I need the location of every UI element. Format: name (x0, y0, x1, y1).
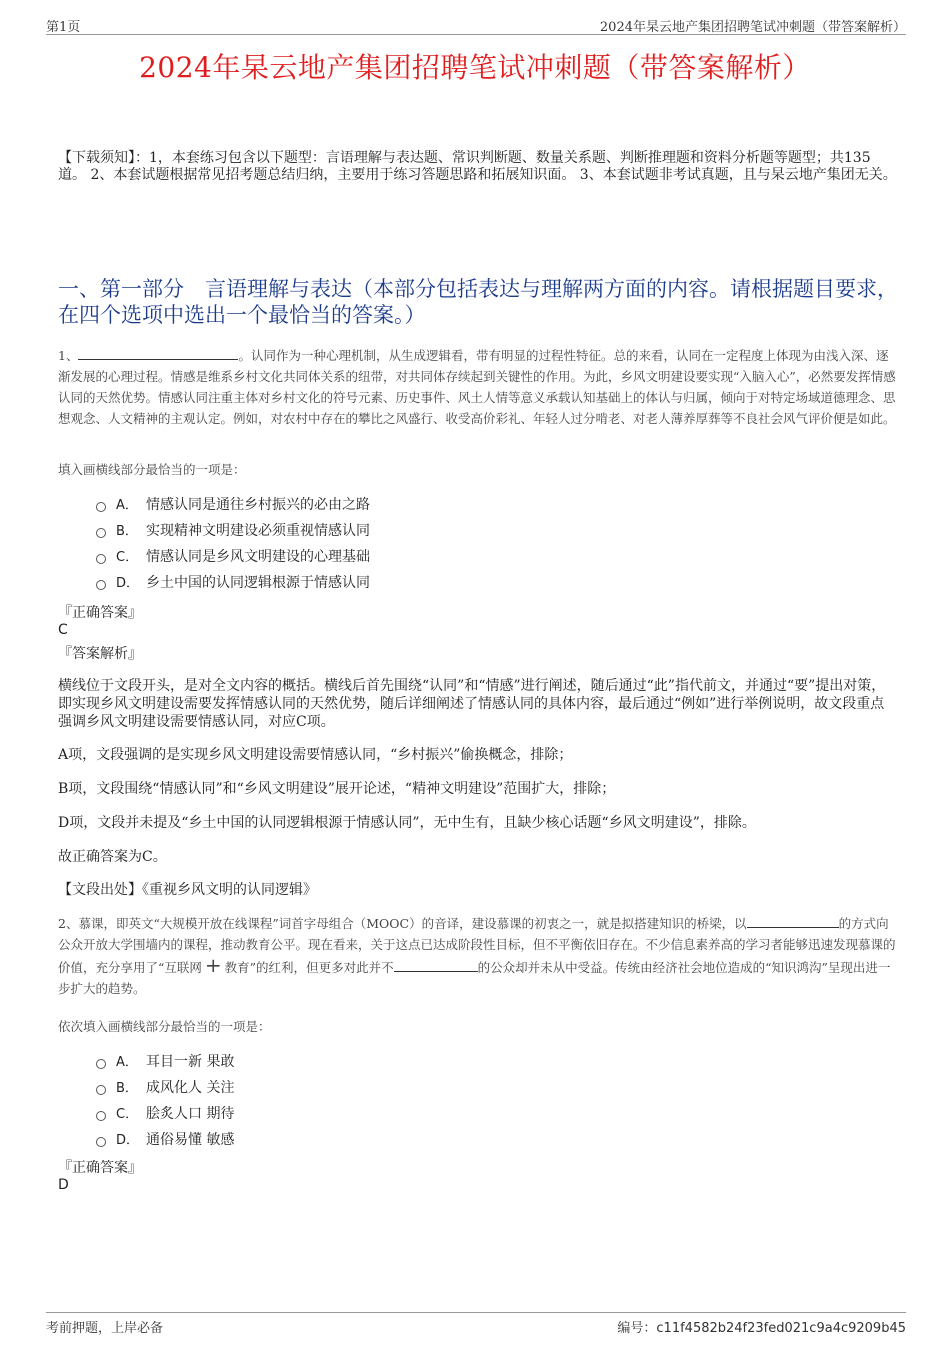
radio-icon[interactable] (96, 554, 106, 564)
option-b[interactable]: B． 实现精神文明建设必须重视情感认同 (96, 521, 370, 547)
radio-icon[interactable] (96, 580, 106, 590)
page-number: 第1页 (46, 20, 81, 35)
analysis-label: 『答案解析』 (58, 646, 142, 662)
question-2-number: 2、 (58, 916, 79, 931)
radio-icon[interactable] (96, 1111, 106, 1121)
radio-icon[interactable] (96, 1137, 106, 1147)
radio-icon[interactable] (96, 1085, 106, 1095)
analysis-paragraph: D项，文段并未提及“乡土中国的认同逻辑根源于情感认同”，无中生有，且缺少核心话题“乡风文明建设”，排除。 (58, 815, 756, 831)
analysis-paragraph: B项，文段围绕“情感认同”和“乡风文明建设”展开论述，“精神文明建设”范围扩大，排除； (58, 781, 616, 797)
option-d[interactable]: D． 通俗易懂 敏感 (96, 1130, 234, 1156)
document-code: 编号：c11f4582b24f23fed021c9a4c9209b45 (617, 1321, 906, 1336)
page-footer (46, 1312, 906, 1337)
question-1-body: 。认同作为一种心理机制，从生成逻辑看，带有明显的过程性特征。总的来看，认同在一定程度上体现为由浅入深、逐渐发展的心理过程。情感是维系乡村文化共同体关系的纽带，对共同体存续起到关键性的作用。为此，乡风文明建设要实现“入脑入心”，必然要发挥情感认同的天然优势。情感认同注重主体对乡村文化的符号元素、历史事件、风土人情等意义承载认知基础上的体认与归属，倾向于对特定场域道德理念、思想观念、人文精神的主观认定。例如，对农村中存在的攀比之风盛行、收受高价彩礼、年轻人过分啃老、对老人薄养厚葬等不良社会风气评价便是如此。 (58, 348, 896, 426)
analysis-conclusion: 故正确答案为C。 (58, 849, 167, 865)
correct-answer: C (58, 622, 68, 638)
radio-icon[interactable] (96, 502, 106, 512)
correct-answer-label: 『正确答案』 (58, 1160, 142, 1176)
question-2-options (96, 1052, 234, 1156)
answer-blank (78, 347, 238, 360)
option-c[interactable]: C． 脍炙人口 期待 (96, 1104, 234, 1130)
question-2-prompt: 依次填入画横线部分最恰当的一项是： (58, 1019, 271, 1034)
option-a[interactable]: A． 情感认同是通往乡村振兴的必由之路 (96, 495, 370, 521)
source-citation: 【文段出处】《重视乡风文明的认同逻辑》 (58, 882, 317, 898)
option-a[interactable]: A． 耳目一新 果敢 (96, 1052, 234, 1078)
question-1-number: 1、 (58, 348, 79, 363)
page-header (46, 12, 906, 35)
analysis-paragraph: 横线位于文段开头，是对全文内容的概括。横线后首先围绕“认同”和“情感”进行阐述，随后通过“此”指代前文，并通过“要”提出对策，即实现乡风文明建设需要发挥情感认同的天然优势，随后详细阐述了情感认同的具体内容，最后通过“例如”进行举例说明，故文段重点强调乡风文明建设需要情感认同，对应C项。 (58, 678, 886, 730)
radio-icon[interactable] (96, 1059, 106, 1069)
radio-icon[interactable] (96, 528, 106, 538)
footer-slogan: 考前押题，上岸必备 (46, 1321, 164, 1336)
correct-answer-label: 『正确答案』 (58, 605, 142, 621)
option-d[interactable]: D． 乡土中国的认同逻辑根源于情感认同 (96, 573, 370, 599)
answer-blank (747, 915, 839, 928)
question-1-prompt: 填入画横线部分最恰当的一项是： (58, 462, 246, 477)
question-1-text (58, 345, 898, 429)
question-1-options (96, 495, 370, 599)
header-doc-title: 2024年杲云地产集团招聘笔试冲刺题（带答案解析） (599, 20, 906, 35)
correct-answer: D (58, 1177, 69, 1193)
question-2-text: 2、慕课，即英文“大规模开放在线课程”词首字母组合（MOOC）的音译，建设慕课的初衷之一，就是拟搭建知识的桥梁，以 的方式向公众开放大学围墙内的课程，推动教育公平。现在看来，关于这点已达成阶段性目标，但不平衡依旧存在。不少信息素养高的学习者能够迅速发现慕课的价值，充分享用了“互联网 + 教育”的红利，但更多对此并不 的公众却并未从中受益。传统由经济社会地位造成的“知识鸿沟”呈现出进一步扩大的趋势。 (58, 916, 896, 996)
section-heading: 一、第一部分 言语理解与表达（本部分包括表达与理解两方面的内容。请根据题目要求，在四个选项中选出一个最恰当的答案。） (58, 277, 898, 327)
download-notice: 【下载须知】：1，本套练习包含以下题型：言语理解与表达题、常识判断题、数量关系题、判断推理题和资料分析题等题型；共135道。 2、本套试题根据常见招考题总结归纳，主要用于练习答题思路和拓展知识面。 3、本套试题非考试真题，且与杲云地产集团无关。 (58, 150, 897, 183)
option-b[interactable]: B． 成风化人 关注 (96, 1078, 234, 1104)
option-c[interactable]: C． 情感认同是乡风文明建设的心理基础 (96, 547, 370, 573)
analysis-paragraph: A项，文段强调的是实现乡风文明建设需要情感认同，“乡村振兴”偷换概念，排除； (58, 747, 573, 763)
answer-blank (394, 959, 478, 972)
document-title: 2024年杲云地产集团招聘笔试冲刺题（带答案解析） (139, 51, 811, 84)
